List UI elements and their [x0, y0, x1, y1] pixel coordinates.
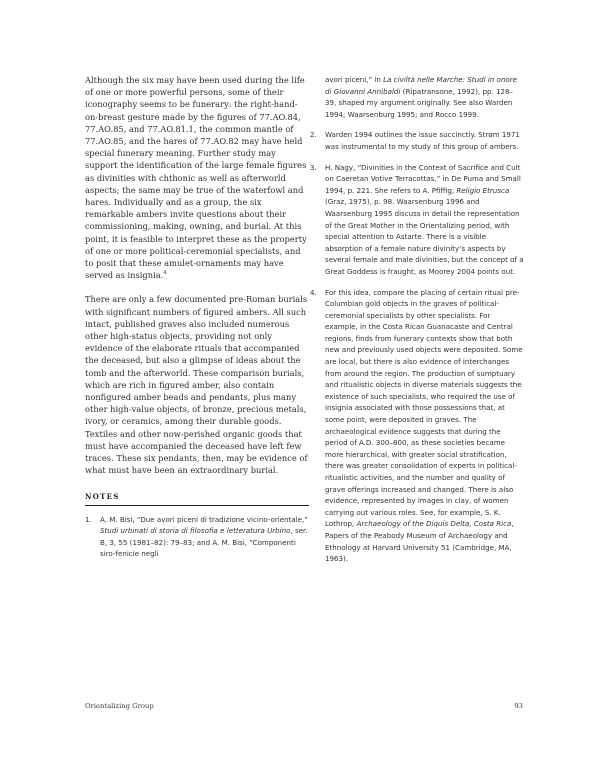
right-column [310, 74, 524, 565]
notes-divider [85, 505, 309, 506]
footnote-number: 4. [310, 287, 317, 297]
running-title: Orientalizing Group [85, 702, 154, 710]
page-number: 93 [514, 702, 523, 710]
footnote-text: avori piceni,” in La civiltà nelle Marche: Studi in onore di Giovanni Annibaldi (Ripatransone, 1992), pp. 128–39, shaped my argument originally. See also Warden 1994; Waarsenburg 1995; and Rocco 1999. [325, 75, 517, 119]
footnote-2 [310, 129, 524, 152]
footnote-number: 1. [85, 514, 92, 524]
footnote-3 [310, 162, 524, 278]
footnote-number: 2. [310, 130, 317, 140]
footnote-text: A. M. Bisi, “Due avori piceni di tradizione vicino-orientale,” Studi urbinati di storia di filosofia e letteratura Urbino, ser. B, 3, 55 (1981–82): 79–83; and A. M. Bisi, “Componenti siro-fenicie negli [100, 514, 308, 559]
footnote-text: For this idea, compare the placing of certain ritual pre-Columbian gold objects in the graves of political-ceremonial specialists by other specialists. For example, in the Costa Rican Guanacaste and Central regions, finds from funerary contexts show that both new and previously used objects were deposited. Some are local, but there is also evidence of interchanges from around the region. The production of sumptuary and ritualistic objects in diverse materials suggests the existence of such specialists, who required the use of insignia associated with those possessions that, at some point, were deposited in graves. The archaeological evidence suggests that during the period of A.D. 300–800, as these societies became more hierarchical, with greater social stratification, there was greater consolidation of experts in political-ritualistic activities, and the number and quality of grave offerings increased and changed. There is also evidence, represented by images in clay, of women carrying out various roles. See, for example, S. K. Lothrop, Archaeology of the Diquís Delta, Costa Rica, Papers of the Peabody Museum of Archaeology and Ethnology at Harvard University 51 (Cambridge, MA, 1963). [325, 287, 523, 564]
footnote-1 [85, 514, 309, 560]
body-paragraph-2: There are only a few documented pre-Roman burials with significant numbers of figured ambers. All such intact, published graves also included numerous other high-status objects, providing not only evidence of the elaborate rituals that accompanied the deceased, but also a glimpse of ideas about the tomb and the afterworld. These comparison burials, which are rich in figured amber, also contain nonfigured amber beads and pendants, plus many other high-value objects, of bronze, precious metals, ivory, or ceramics, among their durable goods. Textiles and other now-perished organic goods that must have accompanied the deceased have left few traces. These six pendants, then, may be evidence of what must have been an extraordinary burial. [85, 294, 308, 476]
footnote-1-continuation [310, 74, 524, 120]
footnote-number [310, 74, 325, 120]
body-paragraph-1: Although the six may have been used during the life of one or more powerful persons, some of their iconography seems to be funerary: the right-hand-on-breast gesture made by the figures of 77.AO.84, 77.AO.85, and 77.AO.81.1, the common mantle of 77.AO.85, and the hares of 77.AO.82 may have held special funerary meaning. Further study may support the identification of the large female figures as divinities with chthonic as well as afterworld aspects; the same may be true of the waterfowl and hares. Individually and as a group, the six remarkable ambers invite questions about their commissioning, making, owning, and burial. At this point, it is feasible to interpret these as the property of one or more political-ceremonial specialists, and to posit that these amulet-ornaments may have served as insignia.$^4$ [85, 75, 307, 281]
page-footer [85, 702, 523, 710]
footnote-text: Warden 1994 outlines the issue succinctly. Strøm 1971 was instrumental to my study of this group of ambers. [325, 130, 520, 151]
footnote-text: H. Nagy, “Divinities in the Context of Sacrifice and Cult on Caeretan Votive Terracottas,” in De Puma and Small 1994, p. 221. She refers to A. Pfiffig, Religio Etrusca (Graz, 1975), p. 98. Waarsenburg 1996 and Waarsenburg 1995 discuss in detail the representation of the Great Mother in the Orientalizing period, with special attention to Astarte. There is a visible absorption of a female nature divinity’s aspects by several female and male divinities, but the concept of a Great Goddess is fraught, as Moorey 2004 points out. [325, 162, 524, 276]
left-column [85, 74, 309, 560]
notes-heading: NOTES [85, 491, 120, 501]
footnote-number: 3. [310, 162, 317, 172]
footnote-4 [310, 287, 524, 565]
